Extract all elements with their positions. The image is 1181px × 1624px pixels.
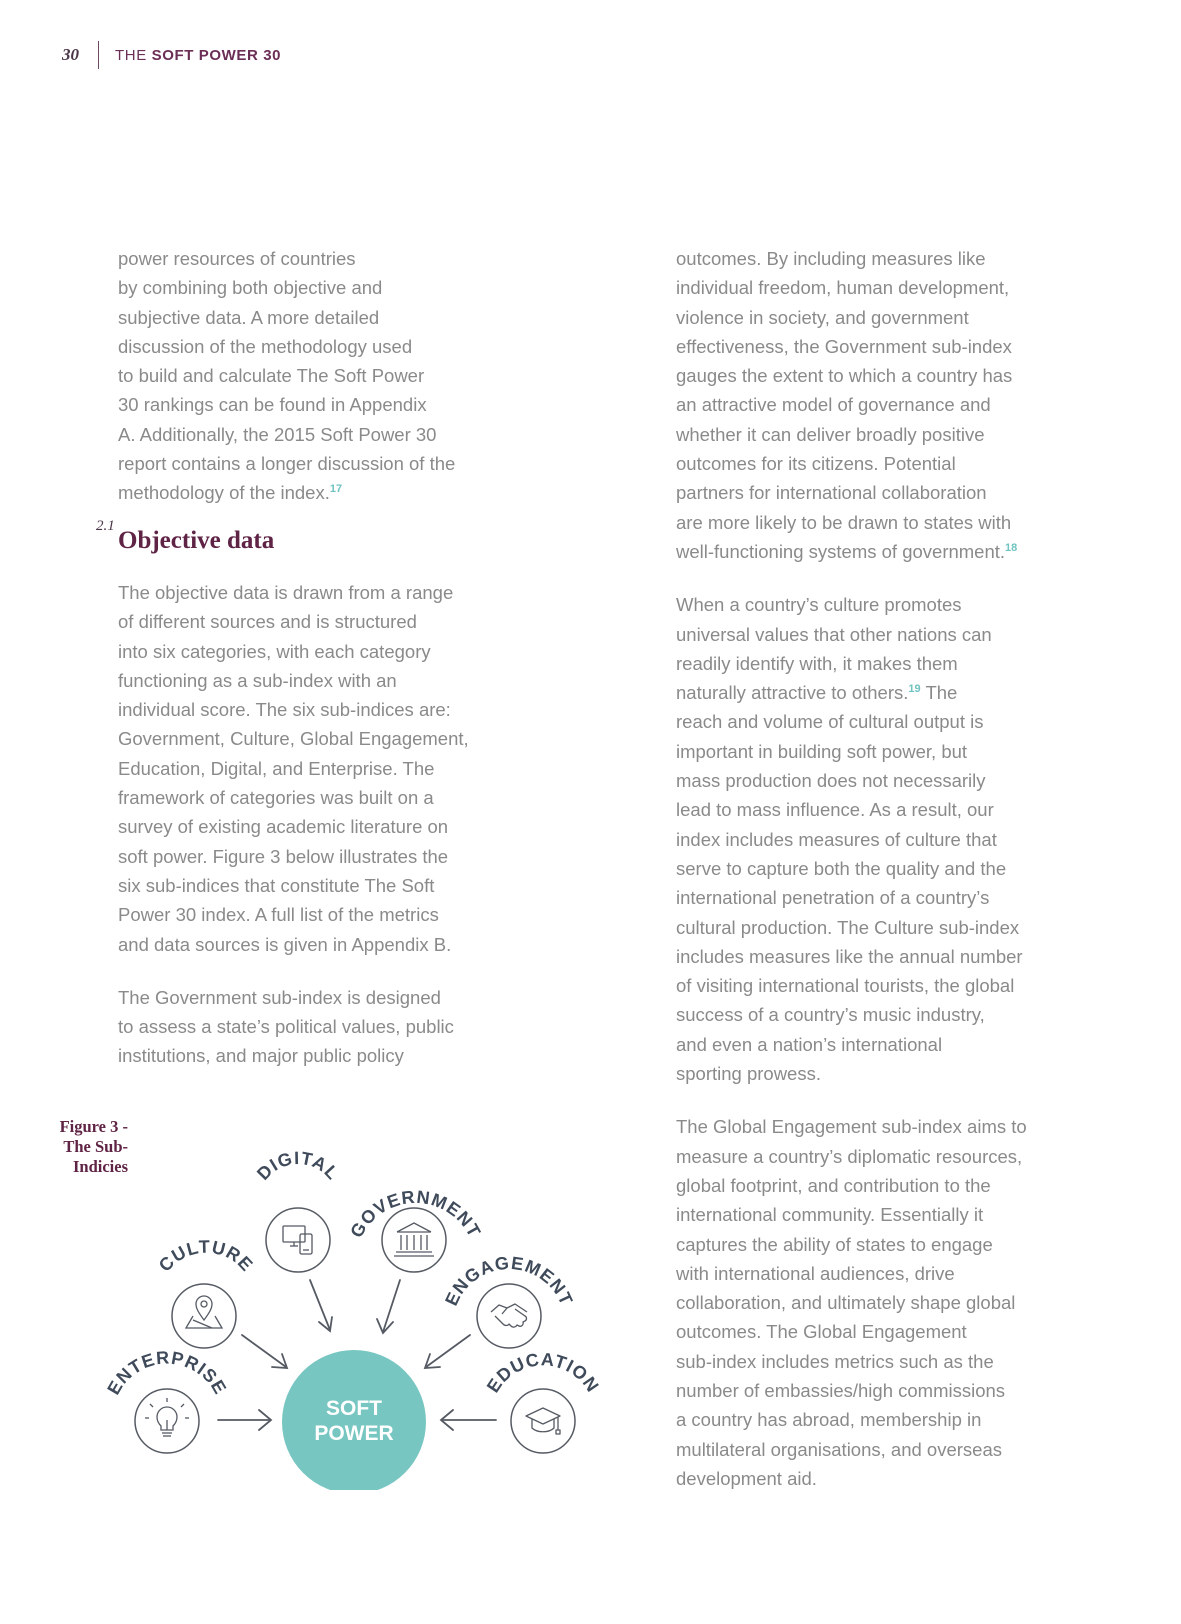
arrow-enterprise bbox=[218, 1410, 271, 1430]
sub-indices-diagram bbox=[0, 1130, 660, 1490]
arrow-culture bbox=[242, 1335, 287, 1368]
page-header bbox=[62, 40, 281, 70]
government-paragraph: The Government sub-index is designed to assess a state’s political values, public institutions, and major public policy bbox=[118, 986, 454, 1067]
government-outcomes-text: outcomes. By including measures like individual freedom, human development, violence in society, and government effectiveness, the Government sub-index gauges the extent to which a country has an attractive model of governance and whether it can deliver broadly positive outcomes for its citizens. Potential partners for international collaboration are more likely to be drawn to states with well-functioning systems of government. bbox=[676, 248, 1013, 562]
digital-label bbox=[253, 1148, 343, 1184]
running-title-prefix: THE bbox=[115, 46, 147, 64]
node-digital bbox=[253, 1148, 343, 1272]
node-government bbox=[346, 1187, 484, 1272]
figure-caption: Figure 3 - The Sub- Indicies bbox=[59, 1117, 128, 1176]
footnote-19[interactable]: 19 bbox=[908, 683, 921, 696]
culture-text-a: When a country’s culture promotes universal values that other nations can readily identify with, it makes them naturally attractive to others. bbox=[676, 594, 992, 704]
government-outcomes-paragraph bbox=[676, 244, 1106, 566]
page-number: 30 bbox=[62, 45, 79, 64]
arrow-digital bbox=[310, 1280, 332, 1331]
intro-text: power resources of countries by combining both objective and subjective data. A more detailed discussion of the methodology used to build and calculate The Soft Power 30 rankings can be found in Appendix A. Additionally, the 2015 Soft Power 30 report contains a longer discussion of the methodology of the index. bbox=[118, 248, 456, 504]
engagement-label-path: ENGAGEMENT bbox=[441, 1252, 577, 1309]
node-education bbox=[483, 1349, 603, 1453]
section-number: 2.1 bbox=[96, 518, 115, 534]
objective-data-paragraph: The objective data is drawn from a range of different sources and is structured into six categories, with each category functioning as a sub-index with an individual score. The six sub-indices are: Government, Culture, Global Engagement, Education, Digital, and Enterprise. The framework of categories was built on a survey of existing academic literature on soft power. Figure 3 below illustrates the six sub-indices that constitute The Soft Power 30 index. A full list of the metrics and data sources is given in Appendix B. bbox=[118, 582, 469, 955]
left-column-intro bbox=[118, 244, 518, 508]
node-enterprise bbox=[103, 1347, 230, 1453]
intro-paragraph bbox=[118, 244, 518, 508]
education-label-path: EDUCATION bbox=[482, 1349, 604, 1397]
education-circle bbox=[511, 1389, 575, 1453]
arrow-engagement bbox=[425, 1335, 470, 1368]
culture-label-path: CULTURE bbox=[154, 1236, 258, 1276]
enterprise-label-path: ENTERPRISE bbox=[103, 1347, 231, 1399]
arrow-government bbox=[377, 1280, 400, 1333]
section-title: Objective data bbox=[118, 527, 275, 554]
culture-text-b: The reach and volume of cultural output is important in building soft power, but mass production does not necessarily lead to mass influence. As a result, our index includes measures of culture that serve to capture both the quality and the international penetration of a country’s cultural production. The Culture sub-index includes measures like the annual number of visiting international tourists, the global success of a country’s music industry, and even a nation’s international sporting prowess. bbox=[676, 682, 1023, 1085]
running-title-bold: SOFT POWER 30 bbox=[151, 46, 282, 64]
footnote-18[interactable]: 18 bbox=[1005, 541, 1018, 554]
running-title bbox=[115, 47, 281, 64]
header-divider bbox=[98, 41, 99, 69]
soft-power-label-1: SOFT bbox=[326, 1397, 382, 1420]
digital-label-path: DIGITAL bbox=[253, 1147, 344, 1184]
culture-label bbox=[155, 1237, 257, 1276]
engagement-circle bbox=[477, 1284, 541, 1348]
arrow-education bbox=[441, 1410, 496, 1430]
digital-circle bbox=[266, 1208, 330, 1272]
right-column bbox=[676, 244, 1106, 1493]
soft-power-circle bbox=[282, 1350, 426, 1490]
node-engagement bbox=[441, 1253, 577, 1348]
left-column-body bbox=[118, 578, 518, 1071]
culture-circle bbox=[172, 1284, 236, 1348]
soft-power-label-2: POWER bbox=[314, 1422, 394, 1445]
culture-paragraph bbox=[676, 590, 1106, 1088]
global-engagement-paragraph: The Global Engagement sub-index aims to measure a country’s diplomatic resources, global footprint, and contribution to the international community. Essentially it captures the ability of states to engage with international audiences, drive collaboration, and ultimately shape global outcomes. The Global Engagement sub-index includes metrics such as the number of embassies/high commissions a country has abroad, membership in multilateral organisations, and overseas development aid. bbox=[676, 1116, 1027, 1489]
government-label-path: GOVERNMENT bbox=[346, 1186, 485, 1241]
footnote-17[interactable]: 17 bbox=[329, 483, 343, 496]
node-culture bbox=[155, 1237, 257, 1348]
